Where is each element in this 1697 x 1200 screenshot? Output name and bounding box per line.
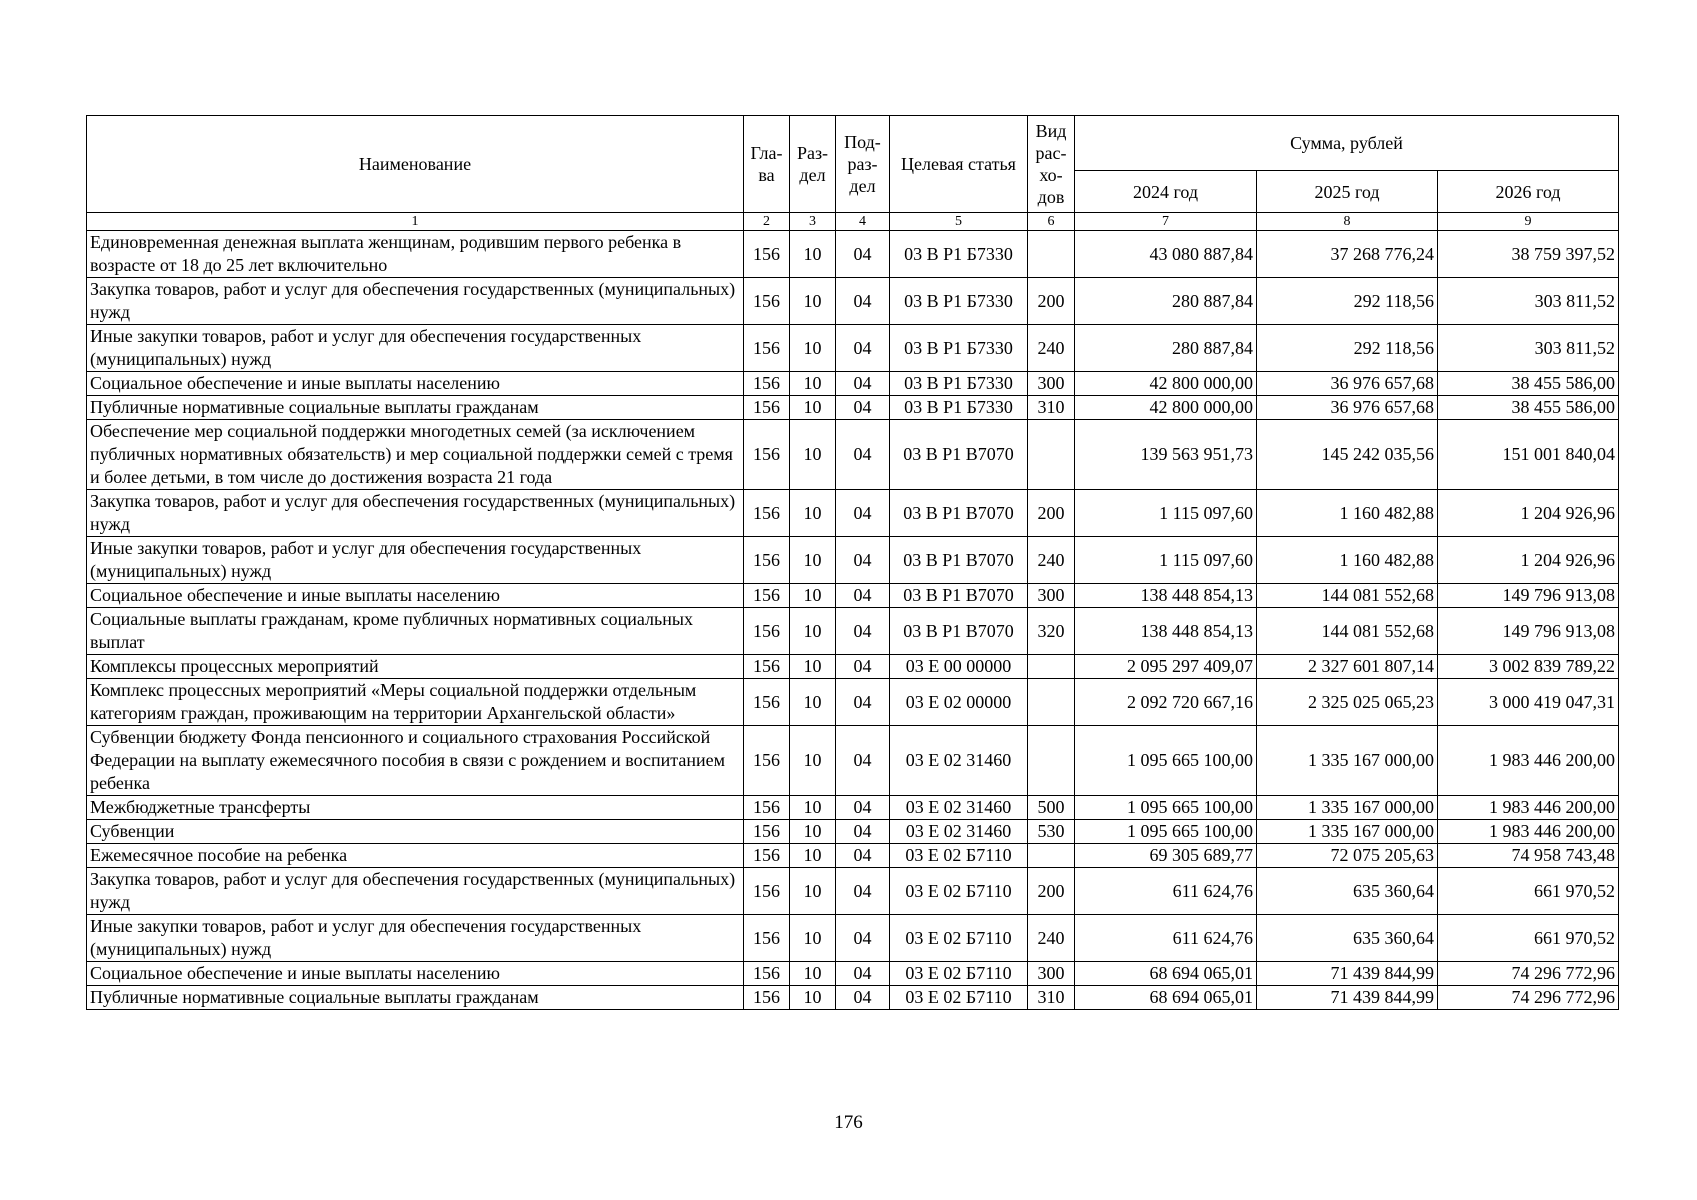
cell-glava: 156	[744, 868, 790, 915]
cell-vid-rashodov: 200	[1028, 868, 1075, 915]
cell-name: Субвенции	[87, 820, 744, 844]
cell-celevaya-statya: 03 В Р1 В7070	[890, 420, 1028, 490]
cell-razdel: 10	[790, 868, 836, 915]
cell-amount-2025: 1 335 167 000,00	[1257, 820, 1438, 844]
cell-amount-2025: 71 439 844,99	[1257, 962, 1438, 986]
cell-name: Комплексы процессных мероприятий	[87, 655, 744, 679]
table-row	[87, 844, 1619, 868]
cell-glava: 156	[744, 820, 790, 844]
table-row	[87, 278, 1619, 325]
cell-glava: 156	[744, 396, 790, 420]
header-vid-rashodov: Вид рас-хо-дов	[1028, 116, 1075, 213]
cell-vid-rashodov	[1028, 844, 1075, 868]
cell-amount-2025: 2 327 601 807,14	[1257, 655, 1438, 679]
cell-amount-2025: 1 160 482,88	[1257, 490, 1438, 537]
cell-podrazdel: 04	[836, 420, 890, 490]
cell-podrazdel: 04	[836, 490, 890, 537]
cell-amount-2024: 69 305 689,77	[1075, 844, 1257, 868]
cell-amount-2026: 303 811,52	[1438, 325, 1619, 372]
cell-amount-2025: 1 160 482,88	[1257, 537, 1438, 584]
cell-razdel: 10	[790, 844, 836, 868]
cell-celevaya-statya: 03 Е 02 Б7110	[890, 844, 1028, 868]
cell-name: Социальные выплаты гражданам, кроме публичных нормативных социальных выплат	[87, 608, 744, 655]
cell-vid-rashodov	[1028, 679, 1075, 726]
cell-amount-2026: 1 983 446 200,00	[1438, 796, 1619, 820]
header-year-2026: 2026 год	[1438, 171, 1619, 213]
cell-name: Иные закупки товаров, работ и услуг для обеспечения государственных (муниципальных) нужд	[87, 915, 744, 962]
cell-podrazdel: 04	[836, 796, 890, 820]
cell-podrazdel: 04	[836, 231, 890, 278]
table-row	[87, 231, 1619, 278]
cell-name: Публичные нормативные социальные выплаты гражданам	[87, 986, 744, 1010]
cell-razdel: 10	[790, 278, 836, 325]
cell-celevaya-statya: 03 В Р1 В7070	[890, 490, 1028, 537]
cell-vid-rashodov: 240	[1028, 537, 1075, 584]
column-number: 7	[1075, 213, 1257, 231]
cell-name: Иные закупки товаров, работ и услуг для обеспечения государственных (муниципальных) нужд	[87, 537, 744, 584]
cell-amount-2024: 280 887,84	[1075, 278, 1257, 325]
table-row	[87, 537, 1619, 584]
cell-amount-2026: 1 983 446 200,00	[1438, 820, 1619, 844]
header-year-2025: 2025 год	[1257, 171, 1438, 213]
cell-razdel: 10	[790, 537, 836, 584]
cell-amount-2024: 1 095 665 100,00	[1075, 726, 1257, 796]
cell-glava: 156	[744, 726, 790, 796]
cell-name: Закупка товаров, работ и услуг для обеспечения государственных (муниципальных) нужд	[87, 278, 744, 325]
cell-celevaya-statya: 03 В Р1 Б7330	[890, 325, 1028, 372]
column-number: 8	[1257, 213, 1438, 231]
cell-celevaya-statya: 03 В Р1 Б7330	[890, 231, 1028, 278]
cell-amount-2024: 43 080 887,84	[1075, 231, 1257, 278]
cell-amount-2026: 38 455 586,00	[1438, 372, 1619, 396]
header-glava: Гла-ва	[744, 116, 790, 213]
cell-podrazdel: 04	[836, 372, 890, 396]
cell-amount-2024: 68 694 065,01	[1075, 986, 1257, 1010]
cell-podrazdel: 04	[836, 655, 890, 679]
cell-glava: 156	[744, 679, 790, 726]
cell-amount-2026: 661 970,52	[1438, 915, 1619, 962]
table-row	[87, 726, 1619, 796]
cell-amount-2024: 68 694 065,01	[1075, 962, 1257, 986]
cell-celevaya-statya: 03 Е 02 Б7110	[890, 868, 1028, 915]
cell-amount-2024: 611 624,76	[1075, 915, 1257, 962]
cell-podrazdel: 04	[836, 396, 890, 420]
cell-amount-2025: 36 976 657,68	[1257, 396, 1438, 420]
header-razdel: Раз-дел	[790, 116, 836, 213]
cell-amount-2025: 144 081 552,68	[1257, 584, 1438, 608]
cell-name: Межбюджетные трансферты	[87, 796, 744, 820]
cell-amount-2024: 1 095 665 100,00	[1075, 796, 1257, 820]
cell-amount-2026: 74 296 772,96	[1438, 986, 1619, 1010]
cell-amount-2025: 71 439 844,99	[1257, 986, 1438, 1010]
cell-celevaya-statya: 03 Е 00 00000	[890, 655, 1028, 679]
cell-amount-2025: 72 075 205,63	[1257, 844, 1438, 868]
cell-razdel: 10	[790, 231, 836, 278]
cell-glava: 156	[744, 608, 790, 655]
table-row	[87, 420, 1619, 490]
column-number: 2	[744, 213, 790, 231]
cell-amount-2026: 1 983 446 200,00	[1438, 726, 1619, 796]
cell-glava: 156	[744, 915, 790, 962]
cell-podrazdel: 04	[836, 868, 890, 915]
cell-podrazdel: 04	[836, 844, 890, 868]
cell-glava: 156	[744, 844, 790, 868]
cell-vid-rashodov: 300	[1028, 584, 1075, 608]
cell-amount-2026: 149 796 913,08	[1438, 584, 1619, 608]
cell-celevaya-statya: 03 Е 02 00000	[890, 679, 1028, 726]
cell-amount-2026: 661 970,52	[1438, 868, 1619, 915]
cell-razdel: 10	[790, 820, 836, 844]
cell-name: Ежемесячное пособие на ребенка	[87, 844, 744, 868]
cell-name: Социальное обеспечение и иные выплаты населению	[87, 372, 744, 396]
cell-razdel: 10	[790, 372, 836, 396]
cell-vid-rashodov: 320	[1028, 608, 1075, 655]
cell-amount-2025: 2 325 025 065,23	[1257, 679, 1438, 726]
cell-glava: 156	[744, 420, 790, 490]
cell-name: Закупка товаров, работ и услуг для обеспечения государственных (муниципальных) нужд	[87, 868, 744, 915]
header-sum: Сумма, рублей	[1075, 116, 1619, 171]
cell-amount-2026: 3 002 839 789,22	[1438, 655, 1619, 679]
cell-amount-2026: 151 001 840,04	[1438, 420, 1619, 490]
table-row	[87, 490, 1619, 537]
cell-glava: 156	[744, 537, 790, 584]
cell-amount-2024: 1 115 097,60	[1075, 490, 1257, 537]
cell-vid-rashodov: 310	[1028, 986, 1075, 1010]
column-number: 1	[87, 213, 744, 231]
cell-name: Обеспечение мер социальной поддержки многодетных семей (за исключением публичных нормативных обязательств) и мер социальной поддержки семей с тремя и более детьми, в том числе до достижения возраста 21 года	[87, 420, 744, 490]
cell-amount-2024: 1 095 665 100,00	[1075, 820, 1257, 844]
cell-vid-rashodov: 240	[1028, 325, 1075, 372]
header-podrazdel: Под-раз-дел	[836, 116, 890, 213]
column-number: 4	[836, 213, 890, 231]
cell-podrazdel: 04	[836, 915, 890, 962]
cell-celevaya-statya: 03 Е 02 31460	[890, 796, 1028, 820]
cell-amount-2026: 38 759 397,52	[1438, 231, 1619, 278]
table-row	[87, 986, 1619, 1010]
cell-amount-2024: 138 448 854,13	[1075, 584, 1257, 608]
cell-vid-rashodov: 200	[1028, 278, 1075, 325]
cell-name: Комплекс процессных мероприятий «Меры социальной поддержки отдельным категориям граждан, проживающим на территории Архангельской области»	[87, 679, 744, 726]
cell-razdel: 10	[790, 796, 836, 820]
cell-podrazdel: 04	[836, 726, 890, 796]
column-number-row	[87, 213, 1619, 231]
cell-amount-2025: 37 268 776,24	[1257, 231, 1438, 278]
table-header	[87, 116, 1619, 231]
cell-razdel: 10	[790, 420, 836, 490]
cell-razdel: 10	[790, 655, 836, 679]
cell-celevaya-statya: 03 В Р1 Б7330	[890, 396, 1028, 420]
cell-vid-rashodov: 500	[1028, 796, 1075, 820]
cell-razdel: 10	[790, 986, 836, 1010]
budget-table	[86, 115, 1619, 1010]
cell-vid-rashodov	[1028, 420, 1075, 490]
cell-amount-2026: 74 296 772,96	[1438, 962, 1619, 986]
cell-vid-rashodov: 310	[1028, 396, 1075, 420]
cell-podrazdel: 04	[836, 608, 890, 655]
cell-razdel: 10	[790, 726, 836, 796]
cell-celevaya-statya: 03 В Р1 Б7330	[890, 372, 1028, 396]
cell-amount-2026: 3 000 419 047,31	[1438, 679, 1619, 726]
cell-podrazdel: 04	[836, 278, 890, 325]
cell-celevaya-statya: 03 В Р1 В7070	[890, 537, 1028, 584]
table-row	[87, 962, 1619, 986]
cell-amount-2025: 144 081 552,68	[1257, 608, 1438, 655]
cell-amount-2024: 42 800 000,00	[1075, 396, 1257, 420]
cell-glava: 156	[744, 986, 790, 1010]
cell-amount-2026: 149 796 913,08	[1438, 608, 1619, 655]
cell-amount-2025: 292 118,56	[1257, 278, 1438, 325]
cell-podrazdel: 04	[836, 584, 890, 608]
cell-razdel: 10	[790, 490, 836, 537]
table-row	[87, 796, 1619, 820]
cell-glava: 156	[744, 325, 790, 372]
table-row	[87, 915, 1619, 962]
cell-razdel: 10	[790, 962, 836, 986]
cell-razdel: 10	[790, 915, 836, 962]
header-year-2024: 2024 год	[1075, 171, 1257, 213]
column-number: 9	[1438, 213, 1619, 231]
page-number: 176	[834, 1112, 863, 1133]
cell-podrazdel: 04	[836, 679, 890, 726]
cell-celevaya-statya: 03 Е 02 Б7110	[890, 986, 1028, 1010]
cell-amount-2024: 139 563 951,73	[1075, 420, 1257, 490]
table-body	[87, 231, 1619, 1010]
cell-name: Публичные нормативные социальные выплаты гражданам	[87, 396, 744, 420]
cell-vid-rashodov: 240	[1028, 915, 1075, 962]
cell-amount-2026: 74 958 743,48	[1438, 844, 1619, 868]
cell-glava: 156	[744, 490, 790, 537]
cell-podrazdel: 04	[836, 986, 890, 1010]
cell-glava: 156	[744, 962, 790, 986]
cell-razdel: 10	[790, 325, 836, 372]
table-row	[87, 655, 1619, 679]
header-name: Наименование	[87, 116, 744, 213]
cell-amount-2024: 2 095 297 409,07	[1075, 655, 1257, 679]
cell-amount-2025: 36 976 657,68	[1257, 372, 1438, 396]
cell-razdel: 10	[790, 679, 836, 726]
cell-celevaya-statya: 03 Е 02 Б7110	[890, 962, 1028, 986]
cell-amount-2025: 145 242 035,56	[1257, 420, 1438, 490]
cell-amount-2024: 1 115 097,60	[1075, 537, 1257, 584]
cell-vid-rashodov: 300	[1028, 372, 1075, 396]
cell-celevaya-statya: 03 Е 02 31460	[890, 820, 1028, 844]
cell-name: Субвенции бюджету Фонда пенсионного и социального страхования Российской Федерации на выплату ежемесячного пособия в связи с рождением и воспитанием ребенка	[87, 726, 744, 796]
cell-name: Единовременная денежная выплата женщинам, родившим первого ребенка в возрасте от 18 до 25 лет включительно	[87, 231, 744, 278]
cell-glava: 156	[744, 231, 790, 278]
cell-celevaya-statya: 03 Е 02 31460	[890, 726, 1028, 796]
table-row	[87, 325, 1619, 372]
cell-glava: 156	[744, 655, 790, 679]
cell-vid-rashodov	[1028, 726, 1075, 796]
cell-glava: 156	[744, 372, 790, 396]
cell-vid-rashodov: 530	[1028, 820, 1075, 844]
cell-amount-2024: 42 800 000,00	[1075, 372, 1257, 396]
cell-amount-2026: 38 455 586,00	[1438, 396, 1619, 420]
column-number: 3	[790, 213, 836, 231]
cell-amount-2025: 1 335 167 000,00	[1257, 796, 1438, 820]
table-row	[87, 584, 1619, 608]
header-celevaya-statya: Целевая статья	[890, 116, 1028, 213]
cell-podrazdel: 04	[836, 537, 890, 584]
cell-amount-2026: 303 811,52	[1438, 278, 1619, 325]
cell-celevaya-statya: 03 В Р1 Б7330	[890, 278, 1028, 325]
cell-amount-2026: 1 204 926,96	[1438, 537, 1619, 584]
table-row	[87, 868, 1619, 915]
cell-amount-2026: 1 204 926,96	[1438, 490, 1619, 537]
cell-amount-2024: 280 887,84	[1075, 325, 1257, 372]
cell-vid-rashodov	[1028, 231, 1075, 278]
cell-name: Социальное обеспечение и иные выплаты населению	[87, 962, 744, 986]
cell-amount-2024: 138 448 854,13	[1075, 608, 1257, 655]
table-row	[87, 608, 1619, 655]
cell-razdel: 10	[790, 396, 836, 420]
cell-celevaya-statya: 03 В Р1 В7070	[890, 584, 1028, 608]
cell-vid-rashodov	[1028, 655, 1075, 679]
cell-razdel: 10	[790, 608, 836, 655]
cell-amount-2024: 2 092 720 667,16	[1075, 679, 1257, 726]
cell-glava: 156	[744, 796, 790, 820]
cell-celevaya-statya: 03 Е 02 Б7110	[890, 915, 1028, 962]
table-row	[87, 820, 1619, 844]
cell-podrazdel: 04	[836, 325, 890, 372]
cell-amount-2025: 292 118,56	[1257, 325, 1438, 372]
cell-glava: 156	[744, 278, 790, 325]
cell-celevaya-statya: 03 В Р1 В7070	[890, 608, 1028, 655]
cell-podrazdel: 04	[836, 820, 890, 844]
table-row	[87, 396, 1619, 420]
cell-vid-rashodov: 200	[1028, 490, 1075, 537]
cell-name: Социальное обеспечение и иные выплаты населению	[87, 584, 744, 608]
cell-name: Закупка товаров, работ и услуг для обеспечения государственных (муниципальных) нужд	[87, 490, 744, 537]
cell-razdel: 10	[790, 584, 836, 608]
cell-amount-2025: 635 360,64	[1257, 868, 1438, 915]
table-row	[87, 372, 1619, 396]
cell-amount-2024: 611 624,76	[1075, 868, 1257, 915]
cell-amount-2025: 635 360,64	[1257, 915, 1438, 962]
cell-glava: 156	[744, 584, 790, 608]
table-row	[87, 679, 1619, 726]
cell-vid-rashodov: 300	[1028, 962, 1075, 986]
cell-name: Иные закупки товаров, работ и услуг для обеспечения государственных (муниципальных) нужд	[87, 325, 744, 372]
column-number: 6	[1028, 213, 1075, 231]
column-number: 5	[890, 213, 1028, 231]
cell-podrazdel: 04	[836, 962, 890, 986]
cell-amount-2025: 1 335 167 000,00	[1257, 726, 1438, 796]
